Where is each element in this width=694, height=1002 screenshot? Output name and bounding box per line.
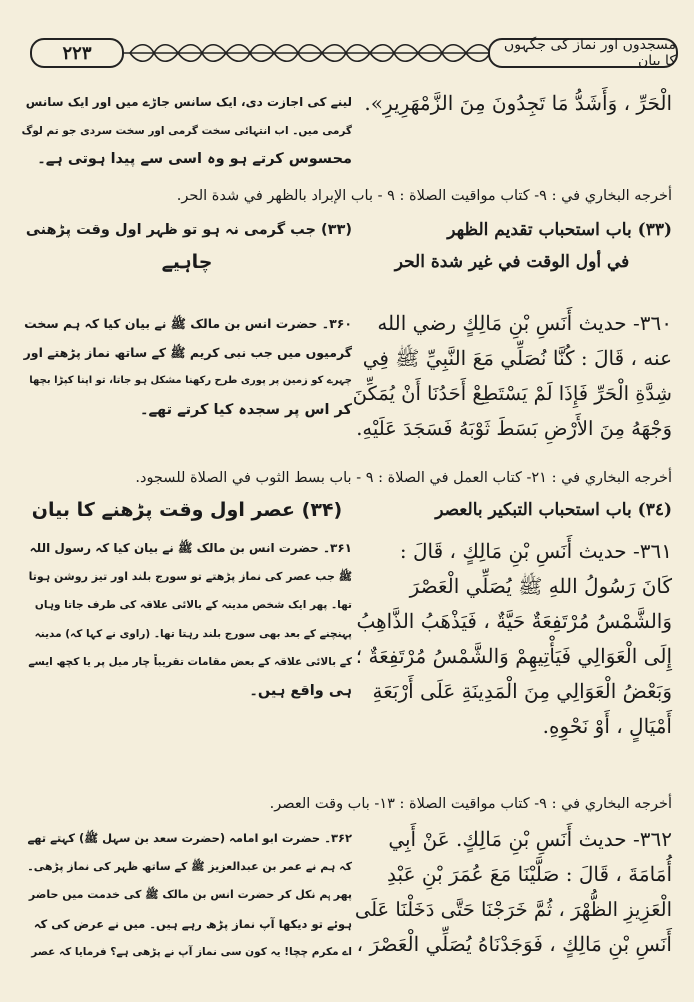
hadith-line: شِدَّةِ الْحَرِّ فَإِذَا لَمْ يَسْتَطِعْ أَحَدُنَا أَنْ يُمَكِّنَ	[352, 382, 672, 405]
urdu-line: گرمی میں۔ اب انتہائی سخت گرمی اور سخت سردی جو تم لوگ	[21, 124, 352, 137]
heading-line: في أول الوقت في غير شدة الحر	[394, 252, 630, 272]
reference-line: أخرجه البخاري في : ٩- كتاب مواقيت الصلاة : ٩ - باب الإبراد بالظهر في شدة الحر.	[176, 188, 672, 204]
urdu-text-360	[22, 310, 352, 424]
hadith-line: عنه ، قَالَ : كُنَّا نُصَلِّي مَعَ النَّبِيِّ ﷺ فِي	[362, 346, 672, 370]
urdu-line: ہی واقع ہیں۔	[249, 682, 352, 699]
hadith-line: إِلَى الْعَوَالِي فَيَأْتِيهِمْ وَالشَّمْسُ مُرْتَفِعَةٌ ؛	[355, 644, 672, 668]
hadith-line: أُمَامَةَ ، قَالَ : صَلَّيْنَا مَعَ عُمَرَ بْنِ عَبْدِ	[387, 862, 672, 886]
page-header	[28, 34, 678, 74]
hadith-line: الْعَزِيزِ الظُّهْرَ ، ثُمَّ خَرَجْنَا حَتَّى دَخَلْنَا عَلَى	[354, 898, 672, 921]
arabic-hadith-362	[352, 822, 672, 962]
arabic-hadith-361	[352, 534, 672, 744]
page-number: ٢٢٣	[30, 38, 124, 68]
hadith-line: وَالشَّمْسُ مُرْتَفِعَةٌ حَيَّةٌ ، فَيَذْهَبُ الذَّاهِبُ	[356, 609, 672, 633]
urdu-line: چہرے کو زمین پر پوری طرح رکھنا مشکل ہو جاتا، تو اپنا کپڑا بچھا	[29, 375, 352, 386]
reference-line: أخرجه البخاري في : ٢١- كتاب العمل في الصلاة : ٩ - باب بسط الثوب في الصلاة للسجود.	[135, 470, 672, 486]
hadith-line: كَانَ رَسُولُ اللهِ ﷺ يُصَلِّي الْعَصْرَ	[409, 574, 672, 598]
heading-line: (٣٣) باب استحباب تقديم الظهر	[447, 220, 672, 240]
reference-line: أخرجه البخاري في : ٩- كتاب مواقيت الصلاة : ١٣- باب وقت العصر.	[269, 796, 672, 812]
urdu-line: کر اس پر سجدہ کیا کرتے تھے۔	[140, 401, 352, 418]
hadith-line: ٣٦٠- حديث أَنَسِ بْنِ مَالِكٍ رضي الله	[377, 311, 672, 335]
hadith-line: ٣٦٢- حديث أَنَسِ بْنِ مَالِكٍ. عَنْ أَبِي	[388, 827, 672, 851]
urdu-line: لینے کی اجازت دی، ایک سانس جاڑے میں اور ایک سانس	[25, 95, 352, 109]
heading-line: (۳۳) جب گرمی نہ ہو تو ظہر اول وقت پڑھنی	[25, 222, 352, 238]
arabic-continuation: الْحَرِّ ، وَأَشَدُّ مَا تَجِدُونَ مِنَ الزَّمْهَرِيرِ».	[364, 91, 672, 115]
urdu-line: ۳۶۰۔ حضرت انس بن مالک ﷺ نے بیان کیا کہ ہم سخت	[24, 316, 352, 331]
urdu-line: ۳۶۱۔ حضرت انس بن مالک ﷺ نے بیان کیا کہ رسول اللہ	[29, 541, 352, 555]
urdu-line: محسوس کرتے ہو وہ اسی سے پیدا ہوتی ہے۔	[37, 151, 352, 167]
urdu-line: کے بالائی علاقہ کے بعض مقامات تقریباً چار میل پر یا کچھ ایسے	[28, 656, 352, 668]
urdu-continuation	[22, 88, 352, 174]
chapter-title: مسجدوں اور نماز کی جگہوں کا بیان	[488, 38, 678, 68]
urdu-line: کہ ہم نے عمر بن عبدالعزیز ﷺ کے ساتھ ظہر کی نماز پڑھی۔	[27, 859, 352, 873]
hadith-line: وَجْهَهُ مِنَ الأَرْضِ بَسَطَ ثَوْبَهُ فَسَجَدَ عَلَيْهِ.	[356, 417, 672, 440]
urdu-line: تھا۔ پھر ایک شخص مدینہ کے بالائی علاقہ کی طرف جاتا وہاں	[34, 599, 352, 611]
heading-line: چاہیے	[161, 251, 213, 273]
arabic-hadith-360	[352, 306, 672, 446]
hadith-line: وَبَعْضُ الْعَوَالِي مِنَ الْمَدِينَةِ عَلَى أَرْبَعَةِ	[372, 679, 672, 703]
arabic-heading-33	[352, 214, 672, 278]
header-ornament	[124, 42, 496, 64]
urdu-line: گرمیوں میں جب نبی کریم ﷺ کے ساتھ نماز پڑھتے اور	[23, 344, 352, 360]
urdu-text-361	[22, 534, 352, 705]
urdu-line: اے مکرم چچا! یہ کون سی نماز آپ نے پڑھی ہے؟ فرمایا کہ عصر	[31, 946, 352, 958]
hadith-line: أَمْيَالٍ ، أَوْ نَحْوِهِ.	[542, 714, 672, 738]
urdu-text-362	[22, 824, 352, 967]
hadith-line: ٣٦١- حديث أَنَسِ بْنِ مَالِكٍ ، قَالَ :	[399, 539, 672, 563]
urdu-line: ﷺ جب عصر کی نماز پڑھتے تو سورج بلند اور تیز روشن ہوتا	[28, 569, 352, 583]
urdu-line: ہوئے تو دیکھا آپ نماز پڑھ رہے ہیں۔ میں نے عرض کی کہ	[33, 916, 352, 931]
hadith-line: أَنَسِ بْنِ مَالِكٍ ، فَوَجَدْنَاهُ يُصَلِّي الْعَصْرَ ،	[356, 932, 672, 956]
urdu-line: پہنچنے کے بعد بھی سورج بلند رہتا تھا۔ (راوی نے کہا کہ) مدینہ	[34, 627, 352, 640]
urdu-heading-33	[22, 214, 352, 278]
arabic-heading-34: (٣٤) باب استحباب التبكير بالعصر	[435, 500, 672, 520]
urdu-line: ۳۶۲۔ حضرت ابو امامہ (حضرت سعد بن سہل ﷺ) کہتے تھے	[27, 831, 352, 845]
urdu-line: پھر ہم نکل کر حضرت انس بن مالک ﷺ کی خدمت میں حاضر	[28, 888, 352, 901]
urdu-heading-34: (۳۴) عصر اول وقت پڑھنے کا بیان	[31, 499, 343, 521]
